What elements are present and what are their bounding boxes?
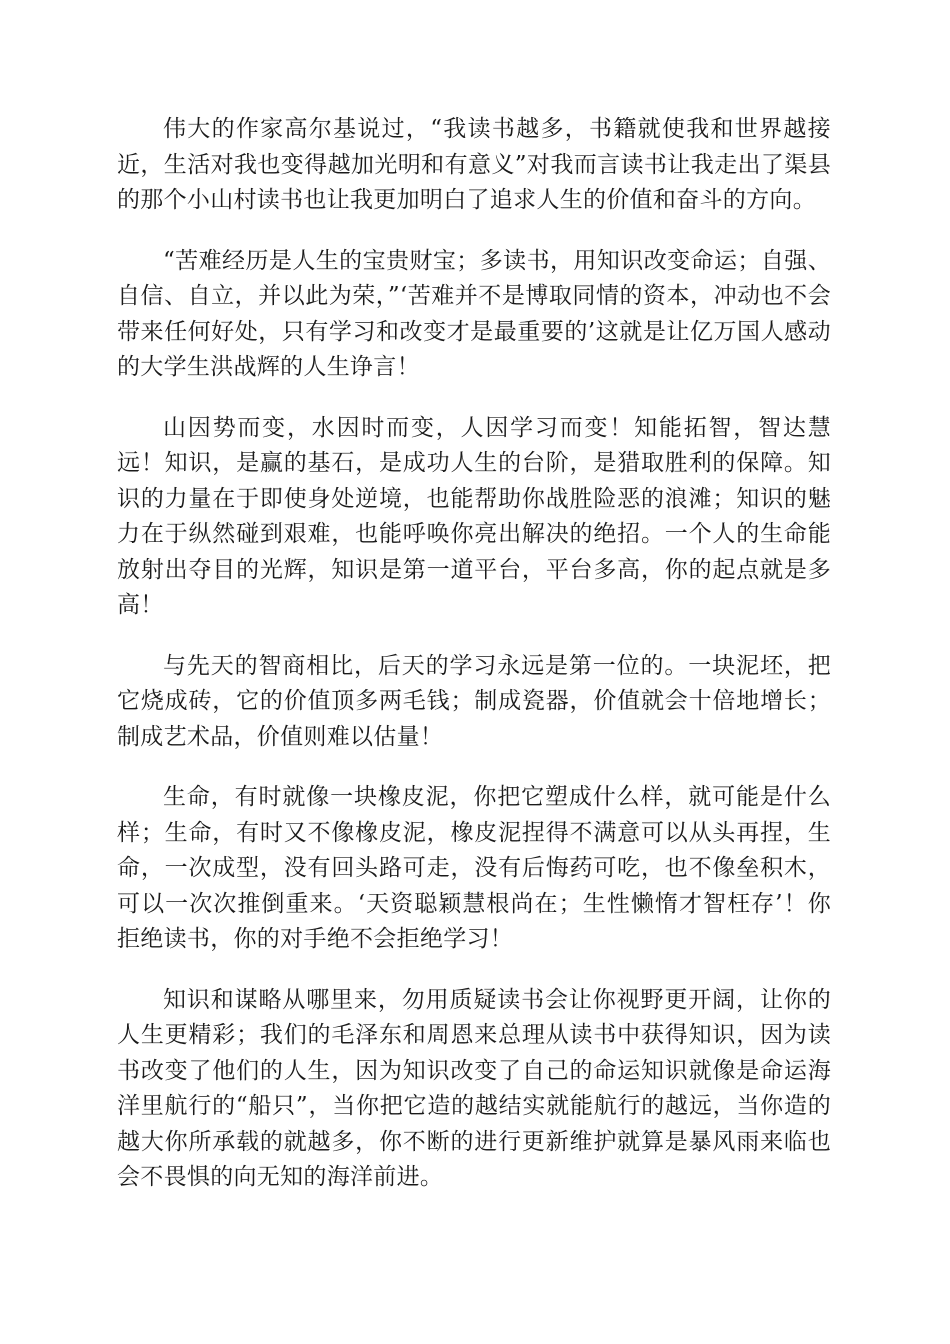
paragraph: 知识和谋略从哪里来，勿用质疑读书会让你视野更开阔，让你的人生更精彩；我们的毛泽东和周恩来总理从读书中获得知识，因为读书改变了他们的人生，因为知识改变了自己的命运知识就像是命运海洋里航行的“船只”，当你把它造的越结实就能航行的越远，当你造的越大你所承载的就越多，你不断的进行更新维护就算是暴风雨来临也会不畏惧的向无知的海洋前进。 [117,986,831,1190]
document-body [117,112,831,1196]
paragraph: 与先天的智商相比，后天的学习永远是第一位的。一块泥坯，把它烧成砖，它的价值顶多两毛钱；制成瓷器，价值就会十倍地增长；制成艺术品，价值则难以估量！ [117,652,831,750]
paragraph: 山因势而变，水因时而变，人因学习而变！知能拓智，智达慧远！知识，是赢的基石，是成功人生的台阶，是猎取胜利的保障。知识的力量在于即使身处逆境，也能帮助你战胜险恶的浪滩；知识的魅力在于纵然碰到艰难，也能呼唤你亮出解决的绝招。一个人的生命能放射出夺目的光辉，知识是第一道平台，平台多高，你的起点就是多高！ [117,414,831,618]
paragraph: “苦难经历是人生的宝贵财宝；多读书，用知识改变命运；自强、自信、自立，并以此为荣，”‘苦难并不是博取同情的资本，冲动也不会带来任何好处，只有学习和改变才是最重要的’这就是让亿万国人感动的大学生洪战辉的人生诤言！ [117,247,831,380]
paragraph: 伟大的作家高尔基说过，“我读书越多，书籍就使我和世界越接近，生活对我也变得越加光明和有意义”对我而言读书让我走出了渠县的那个小山村读书也让我更加明白了追求人生的价值和奋斗的方向。 [117,116,831,213]
paragraph: 生命，有时就像一块橡皮泥，你把它塑成什么样，就可能是什么样；生命，有时又不像橡皮泥，橡皮泥捏得不满意可以从头再捏，生命，一次成型，没有回头路可走，没有后悔药可吃，也不像垒积木，可以一次次推倒重来。‘天资聪颖慧根尚在；生性懒惰才智枉存’！你拒绝读书，你的对手绝不会拒绝学习！ [117,784,831,952]
